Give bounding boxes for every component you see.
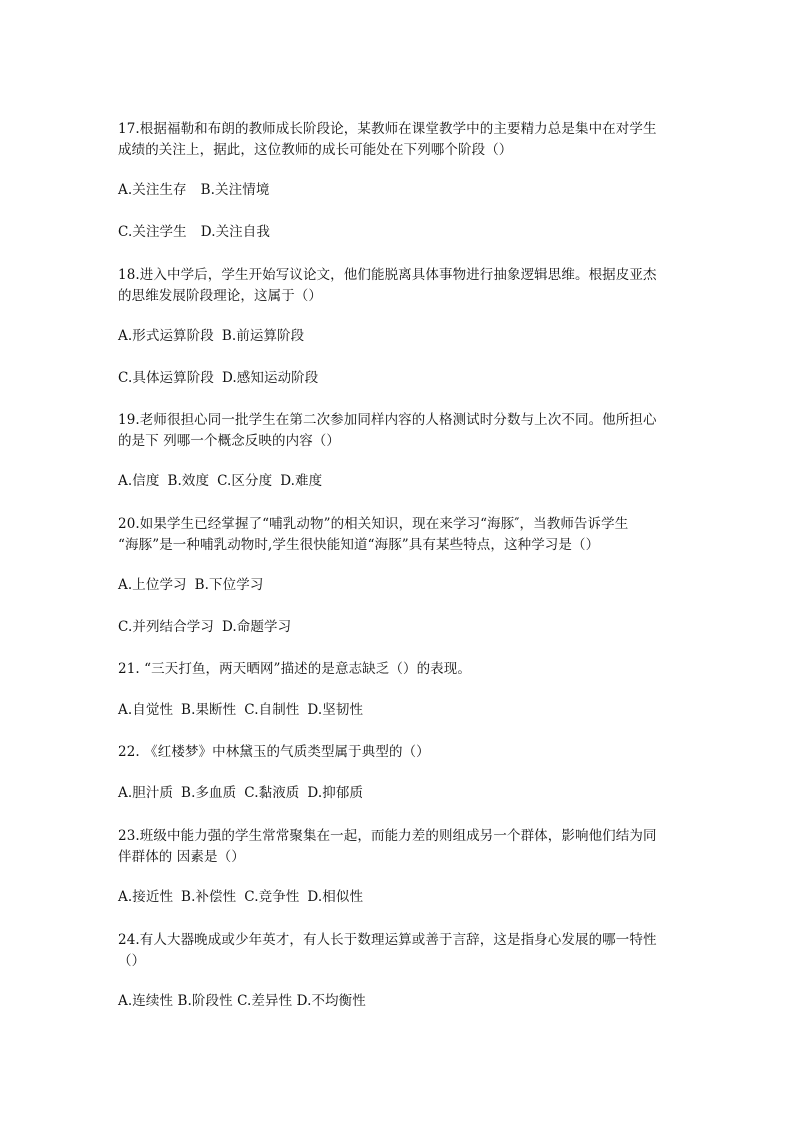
option-c: C.并列结合学习 — [118, 619, 214, 635]
question-19-stem-line-1: 19.老师很担心同一批学生在第二次参加同样内容的人格测试时分数与上次不同。他所担心 — [118, 412, 657, 428]
question-19-options-row-1 — [118, 471, 688, 492]
option-b: B.补偿性 — [181, 889, 237, 905]
option-d: D.坚韧性 — [307, 702, 364, 718]
question-20-stem-line-2: “海豚”是一种哺乳动物时,学生很快能知道“海豚”具有某些特点，这种学习是（） — [118, 537, 600, 553]
question-21-stem-line-1: 21. “三天打鱼，两天晒网”描述的是意志缺乏（）的表现。 — [118, 661, 471, 677]
question-24-stem-line-1: 24.有人大器晚成或少年英才，有人长于数理运算或善于言辞，这是指身心发展的哪一特性 — [118, 932, 657, 948]
option-b: B.关注情境 — [200, 182, 270, 198]
option-d: D.抑郁质 — [307, 785, 364, 801]
option-b: B.多血质 — [181, 785, 237, 801]
question-23-options-row-1 — [118, 887, 688, 908]
option-b: B.下位学习 — [194, 577, 264, 593]
option-a: A.连续性 — [118, 993, 174, 1009]
option-b: B.效度 — [167, 473, 210, 489]
option-c: C.具体运算阶段 — [118, 370, 214, 386]
option-b: B.阶段性 — [177, 993, 233, 1009]
option-d: D.命题学习 — [221, 619, 292, 635]
option-a: A.上位学习 — [118, 577, 187, 593]
option-b: B.果断性 — [181, 702, 237, 718]
question-23-stem-line-2: 伴群体的 因素是（） — [118, 849, 245, 865]
question-20-options-row-2 — [118, 617, 688, 638]
question-18-options-row-2 — [118, 368, 688, 389]
option-c: C.黏液质 — [244, 785, 300, 801]
question-18-stem-line-1: 18.进入中学后，学生开始写议论文，他们能脱离具体事物进行抽象逻辑思维。根据皮亚杰 — [118, 267, 657, 283]
option-a: A.胆汁质 — [118, 785, 174, 801]
question-22-options-row-1 — [118, 783, 688, 804]
question-18-options-row-1 — [118, 326, 688, 347]
option-d: D.关注自我 — [200, 224, 270, 240]
option-a: A.接近性 — [118, 889, 174, 905]
option-c: C.竞争性 — [244, 889, 300, 905]
question-20-options-row-1 — [118, 575, 688, 596]
question-23-stem-line-1: 23.班级中能力强的学生常常聚集在一起，而能力差的则组成另一个群体，影响他们结为同 — [118, 828, 657, 844]
question-24-stem-line-2: （） — [118, 953, 146, 969]
option-a: A.信度 — [118, 473, 160, 489]
question-24-options-row-1 — [118, 991, 688, 1012]
option-c: C.差异性 — [237, 993, 293, 1009]
option-a: A.关注生存 — [118, 182, 187, 198]
question-21-options-row-1 — [118, 700, 688, 721]
option-d: D.相似性 — [307, 889, 364, 905]
option-b: B.前运算阶段 — [221, 328, 305, 344]
question-17-options-row-1 — [118, 180, 688, 201]
question-17-stem-line-2: 成绩的关注上，据此，这位教师的成长可能处在下列哪个阶段（） — [118, 142, 513, 158]
option-a: A.自觉性 — [118, 702, 174, 718]
option-c: C.关注学生 — [118, 224, 187, 240]
option-d: D.感知运动阶段 — [221, 370, 319, 386]
question-19-stem-line-2: 的是下 列哪一个概念反映的内容（） — [118, 433, 340, 449]
question-20-stem-line-1: 20.如果学生已经掌握了“哺乳动物”的相关知识，现在来学习“海豚″，当教师告诉学生 — [118, 516, 629, 532]
question-17-options-row-2 — [118, 222, 688, 243]
option-c: C.自制性 — [244, 702, 300, 718]
question-18-stem-line-2: 的思维发展阶段理论，这属于（） — [118, 288, 322, 304]
question-22-stem-line-1: 22. 《红楼梦》中林黛玉的气质类型属于典型的（） — [118, 744, 430, 760]
option-d: D.不均衡性 — [296, 993, 366, 1009]
question-17-stem-line-1: 17.根据福勒和布朗的教师成长阶段论，某教师在课堂教学中的主要精力总是集中在对学生 — [118, 121, 657, 137]
option-c: C.区分度 — [217, 473, 273, 489]
option-a: A.形式运算阶段 — [118, 328, 214, 344]
option-d: D.难度 — [280, 473, 323, 489]
